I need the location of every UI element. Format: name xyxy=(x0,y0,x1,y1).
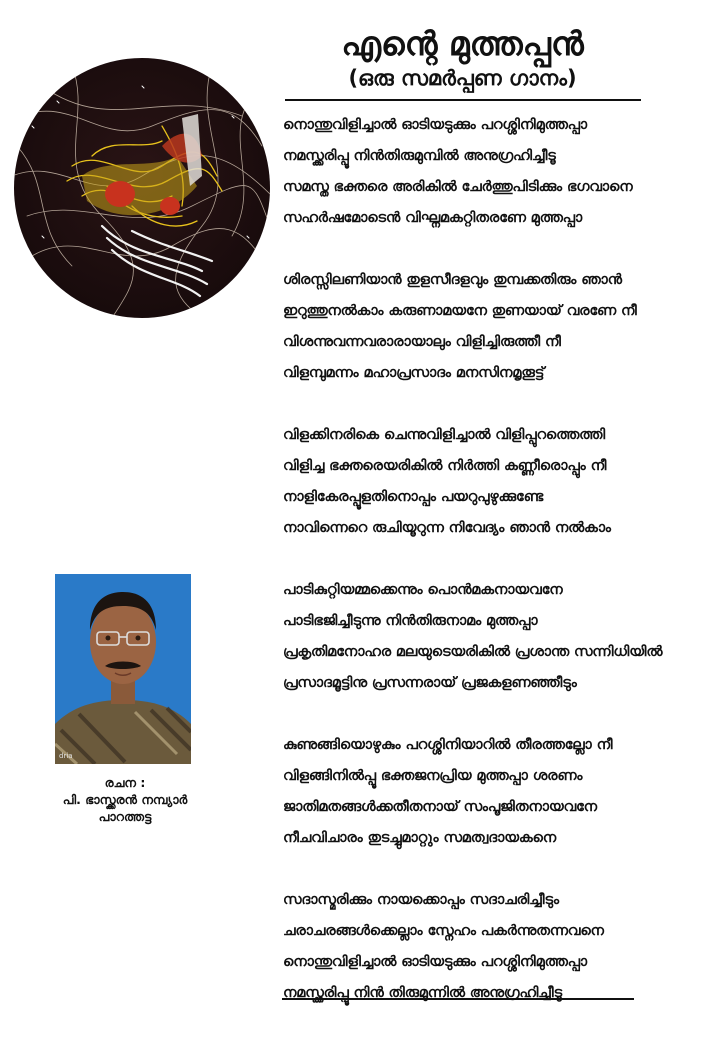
poem-line: കുണുങ്ങിയൊഴുകും പറശ്ശിനിയാറിൽ തീരത്തല്ലോ നീ xyxy=(283,737,613,753)
poem-line: വിളക്കിനരികെ ചെന്നുവിളിച്ചാൽ വിളിപ്പുറത്തെത്തി xyxy=(283,427,606,443)
author-name: പി. ഭാസ്ക്കരൻ നമ്പ്യാർ xyxy=(62,792,188,807)
poem-line: സഹർഷമോടെൻ വിഘ്നമകറ്റിതരണേ മുത്തപ്പാ xyxy=(283,210,583,226)
poem-line: നാവിന്നെറെ രുചിയൂറുന്ന നിവേദ്യം ഞാൻ നൽകാം xyxy=(283,520,611,536)
poem-line: നൊന്തുവിളിച്ചാൽ ഓടിയടുക്കും പറശ്ശിനിമുത്തപ്പാ xyxy=(283,117,588,133)
poem-line: പാടിഭജിച്ചീടുന്നു നിൻതിരുനാമം മുത്തപ്പാ xyxy=(283,613,538,629)
title-underline xyxy=(285,99,641,101)
poem-line: നൊന്തുവിളിച്ചാൽ ഓടിയടുക്കും പറശ്ശിനിമുത്തപ്പാ xyxy=(283,954,588,970)
stanza xyxy=(283,885,723,1009)
poem-body xyxy=(283,110,723,1040)
poem-line: നമസ്ക്കരിപ്പൂ നിൻ തിരുമുന്നിൽ അനുഗ്രഹിച്ചീടൂ xyxy=(283,985,563,1001)
credit-label: രചന : xyxy=(104,775,146,790)
poem-end-rule xyxy=(282,998,634,1000)
poem-line: വിളങ്ങിനിൽപ്പൂ ഭക്തജനപ്രിയ മുത്തപ്പാ ശരണം xyxy=(283,768,583,784)
author-place: പാറത്തട്ട xyxy=(98,809,152,824)
stanza xyxy=(283,110,723,234)
poem-line: വിളിച്ച ഭക്തരെയരികിൽ നിർത്തി കണ്ണീരൊപ്പും നീ xyxy=(283,458,607,474)
stanza xyxy=(283,730,723,854)
stanza xyxy=(283,265,723,389)
poem-line: ജാതിമതങ്ങൾക്കതീതനായ് സംപൂജിതനായവനേ xyxy=(283,799,597,815)
stanza xyxy=(283,420,723,544)
poem-subtitle: (ഒരു സമർപ്പണ ഗാനം) xyxy=(348,66,577,90)
svg-text:dria: dria xyxy=(59,752,73,760)
poem-line: സദാസ്മരിക്കും നായക്കൊപ്പം സദാചരിച്ചീടും xyxy=(283,892,559,908)
poem-line: പ്രകൃതിമനോഹര മലയുടെയരികിൽ പ്രശാന്ത സന്നിധിയിൽ xyxy=(283,644,663,660)
poem-title: എന്റെ മുത്തപ്പൻ xyxy=(341,24,584,63)
poem-line: ഇറുത്തുനൽകാം കരുണാമയനേ തുണയായ് വരണേ നീ xyxy=(283,303,637,319)
poem-line: നീചവിചാരം തുടച്ചുമാറ്റും സമത്വദായകനെ xyxy=(283,830,557,846)
poem-line: സമസ്ത ഭക്തരെ അരികിൽ ചേർത്തുപിടിക്കും ഭഗവാനെ xyxy=(283,179,633,195)
poem-line: നാളികേരപ്പൂളതിനൊപ്പം പയറുപുഴുക്കുണ്ടേ xyxy=(283,489,543,505)
muthappan-artwork xyxy=(12,56,272,320)
poem-line: ചരാചരങ്ങൾക്കെല്ലാം സ്നേഹം പകർന്നുതന്നവനെ xyxy=(283,923,604,939)
poem-line: വിളമ്പുമന്നം മഹാപ്രസാദം മനസിനമൃതൂട്ട് xyxy=(283,365,545,381)
poem-line: പ്രസാദമൂട്ടിനു പ്രസന്നരായ് പ്രജകളണഞ്ഞീടും xyxy=(283,675,577,691)
poem-line: നമസ്ക്കരിപ്പൂ നിൻതിരുമുമ്പിൽ അനുഗ്രഹിച്ചീടൂ xyxy=(283,148,556,164)
poem-line: ശിരസ്സിലണിയാൻ തുളസീദളവും തുമ്പക്കതിരും ഞാൻ xyxy=(283,272,622,288)
stanza xyxy=(283,575,723,699)
author-photo xyxy=(55,574,191,764)
poem-line: വിശന്നുവന്നവരാരായാലും വിളിച്ചിരുത്തീ നീ xyxy=(283,334,561,350)
poem-line: പാടികുറ്റിയമ്മക്കെന്നും പൊൻമകനായവനേ xyxy=(283,582,563,598)
